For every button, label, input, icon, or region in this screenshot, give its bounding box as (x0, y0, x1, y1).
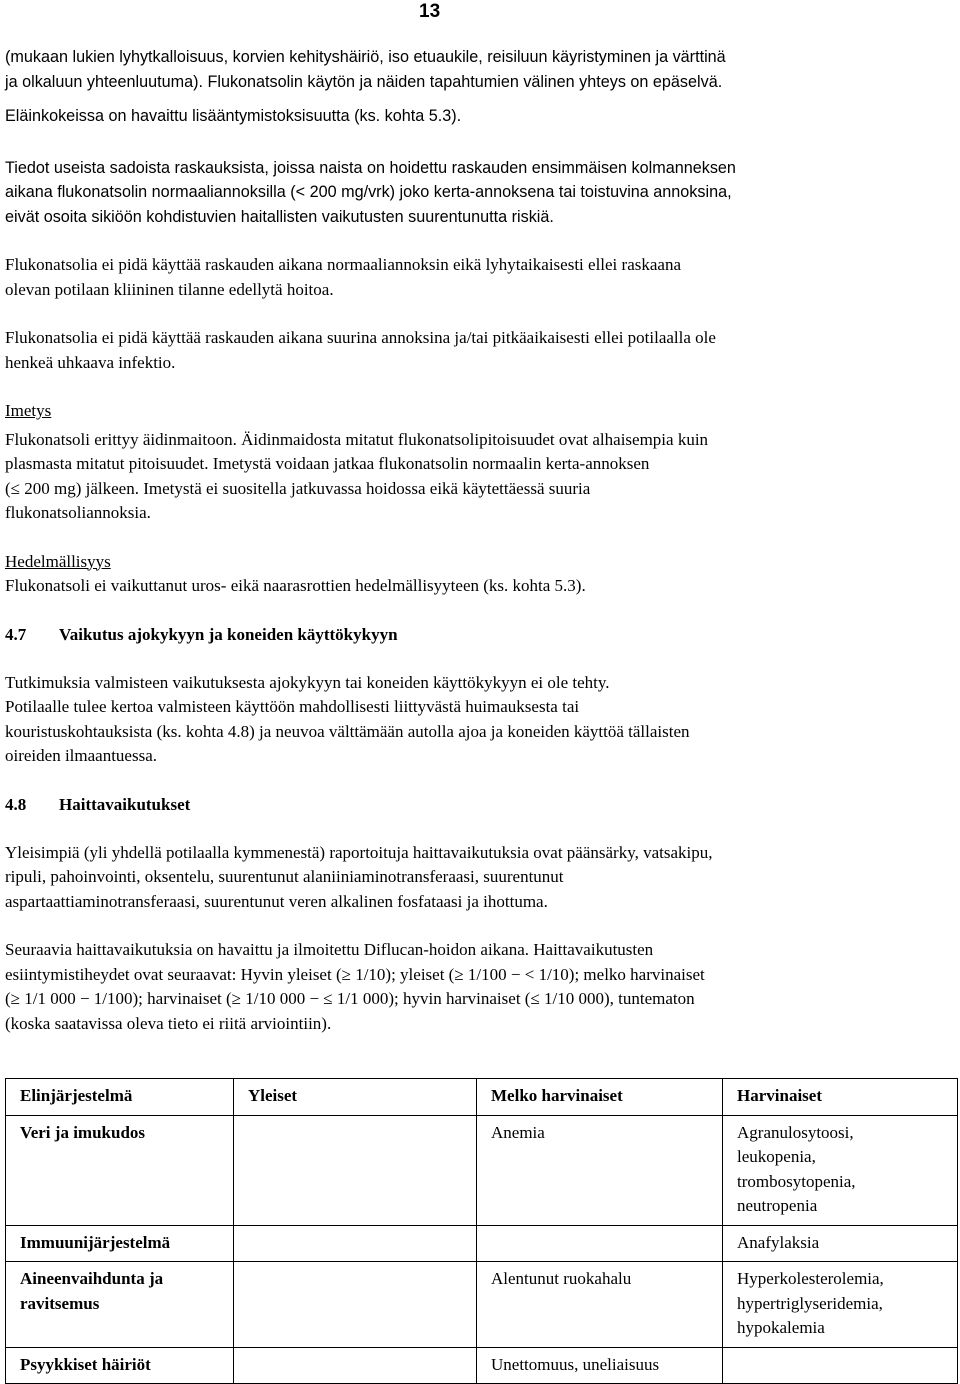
text-line: (≥ 1/1 000 − 1/100); harvinaiset (≥ 1/10 000 − ≤ 1/1 000); hyvin harvinaiset (≤ 1/10 000), tuntematon (5, 989, 695, 1008)
category-cell: Veri ja imukudos (6, 1115, 234, 1225)
text-line: esiintymistiheydet ovat seuraavat: Hyvin yleiset (≥ 1/10); yleiset (≥ 1/100 − < 1/10); melko harvinaiset (5, 964, 705, 984)
rare-cell (723, 1225, 958, 1262)
uncommon-cell (477, 1225, 723, 1262)
uncommon-cell: Unettomuus, uneliaisuus (477, 1347, 723, 1384)
text-line: henkeä uhkaava infektio. (5, 352, 176, 372)
text-line: (koska saatavissa oleva tieto ei riitä arviointiin). (5, 1013, 332, 1033)
intro-line: (mukaan lukien lyhytkalloisuus, korvien kehityshäiriö, iso etuaukile, reisiluun käyristyminen ja värttinä (5, 48, 726, 66)
table-row (6, 1225, 958, 1262)
text-line: (≤ 200 mg) jälkeen. Imetystä ei suositella jatkuvassa hoidossa eikä käytettäessä suuria (5, 478, 591, 498)
pregnancy-paragraph (5, 326, 955, 375)
section-title: Vaikutus ajokykyyn ja koneiden käyttökykyyn (59, 624, 398, 644)
adverse-summary-paragraph (5, 841, 955, 915)
text-line: plasmasta mitatut pitoisuudet. Imetystä voidaan jatkaa flukonatsolin normaalin kerta-annoksen (5, 454, 650, 473)
animal-study-note: Eläinkokeissa on havaittu lisääntymistoksisuutta (ks. kohta 5.3). (5, 107, 462, 125)
category-cell: Immuunijärjestelmä (6, 1225, 234, 1262)
text-line: Seuraavia haittavaikutuksia on havaittu ja ilmoitettu Diflucan-hoidon aikana. Haittavaikutusten (5, 940, 654, 959)
common-cell (234, 1225, 477, 1262)
breastfeeding-heading: Imetys (5, 401, 52, 420)
pregnancy-paragraph (5, 253, 955, 302)
rare-item: Hyperkolesterolemia, (737, 1269, 884, 1288)
common-cell (234, 1115, 477, 1225)
adverse-reactions-table (5, 1078, 958, 1384)
text-line: Potilaalle tulee kertoa valmisteen käyttöön mahdollisesti liittyvästä huimauksesta tai (5, 697, 580, 716)
table-header-row (6, 1079, 958, 1116)
document-body (5, 45, 955, 1036)
rare-cell (723, 1347, 958, 1384)
column-header: Melko harvinaiset (477, 1079, 723, 1116)
table-row (6, 1262, 958, 1348)
text-line: Flukonatsoli erittyy äidinmaitoon. Äidinmaidosta mitatut flukonatsolipitoisuudet ovat alhaisempia kuin (5, 429, 709, 449)
breastfeeding-paragraph (5, 428, 955, 526)
text-line: kouristuskohtauksista (ks. kohta 4.8) ja neuvoa välttämään autolla ajoa ja koneiden käyttöä tällaisten (5, 721, 690, 741)
driving-paragraph (5, 671, 955, 769)
fertility-paragraph: Flukonatsoli ei vaikuttanut uros- eikä naarasrottien hedelmällisyyteen (ks. kohta 5.3). (5, 576, 586, 595)
pregnancy-data-paragraph (5, 156, 955, 230)
category-cell: Psyykkiset häiriöt (6, 1347, 234, 1384)
section-heading-4-8 (5, 793, 955, 817)
text-line: eivät osoita sikiöön kohdistuvien haitallisten vaikutusten suurentunutta riskiä. (5, 207, 554, 226)
uncommon-cell: Alentunut ruokahalu (477, 1262, 723, 1348)
section-number: 4.7 (5, 624, 27, 644)
intro-paragraph (5, 45, 955, 94)
table-row (6, 1115, 958, 1225)
rare-item: leukopenia, (737, 1147, 816, 1166)
text-line: oireiden ilmaantuessa. (5, 746, 158, 765)
text-line: olevan potilaan kliininen tilanne edellytä hoitoa. (5, 279, 334, 299)
rare-item: Anafylaksia (737, 1232, 820, 1252)
rare-item: Agranulosytoosi, (737, 1122, 854, 1142)
rare-item: hypertriglyseridemia, (737, 1293, 883, 1313)
section-title: Haittavaikutukset (59, 794, 191, 814)
text-line: flukonatsoliannoksia. (5, 503, 151, 522)
category-cell: Aineenvaihdunta ja ravitsemus (6, 1262, 234, 1348)
fertility-heading: Hedelmällisyys (5, 551, 111, 571)
text-line: Yleisimpiä (yli yhdellä potilaalla kymmenestä) raportoituja haittavaikutuksia ovat päänsärky, vatsakipu, (5, 842, 713, 862)
text-line: aikana flukonatsolin normaaliannoksilla (< 200 mg/vrk) joko kerta-annoksena tai toistuvina annoksina, (5, 183, 732, 201)
section-number: 4.8 (5, 794, 27, 814)
text-line: Tutkimuksia valmisteen vaikutuksesta ajokykyyn tai koneiden käyttökykyyn ei ole tehty. (5, 672, 610, 692)
rare-item: hypokalemia (737, 1318, 825, 1337)
table-row (6, 1347, 958, 1384)
section-heading-4-7 (5, 623, 955, 647)
rare-item: neutropenia (737, 1196, 818, 1215)
common-cell (234, 1262, 477, 1348)
text-line: Tiedot useista sadoista raskauksista, joissa naista on hoidettu raskauden ensimmäisen kolmanneksen (5, 158, 736, 177)
text-line: ripuli, pahoinvointi, oksentelu, suurentunut alaniiniaminotransferaasi, suurentunut (5, 867, 564, 886)
page-number: 13 (419, 1, 441, 22)
text-line: Flukonatsolia ei pidä käyttää raskauden aikana normaaliannoksin eikä lyhytaikaisesti ellei raskaana (5, 255, 681, 274)
rare-item: trombosytopenia, (737, 1171, 856, 1191)
column-header: Elinjärjestelmä (6, 1079, 234, 1116)
column-header: Yleiset (234, 1079, 477, 1116)
text-line: Flukonatsolia ei pidä käyttää raskauden aikana suurina annoksina ja/tai pitkäaikaisesti ellei potilaalla ole (5, 328, 716, 347)
intro-line: ja olkaluun yhteenluutuma). Flukonatsolin käytön ja näiden tapahtumien välinen yhteys on epäselvä. (5, 72, 723, 91)
column-header: Harvinaiset (723, 1079, 958, 1116)
uncommon-cell: Anemia (477, 1115, 723, 1225)
rare-cell (723, 1262, 958, 1348)
rare-cell (723, 1115, 958, 1225)
text-line: aspartaattiaminotransferaasi, suurentunut veren alkalinen fosfataasi ja ihottuma. (5, 891, 548, 911)
common-cell (234, 1347, 477, 1384)
frequency-paragraph (5, 938, 955, 1036)
